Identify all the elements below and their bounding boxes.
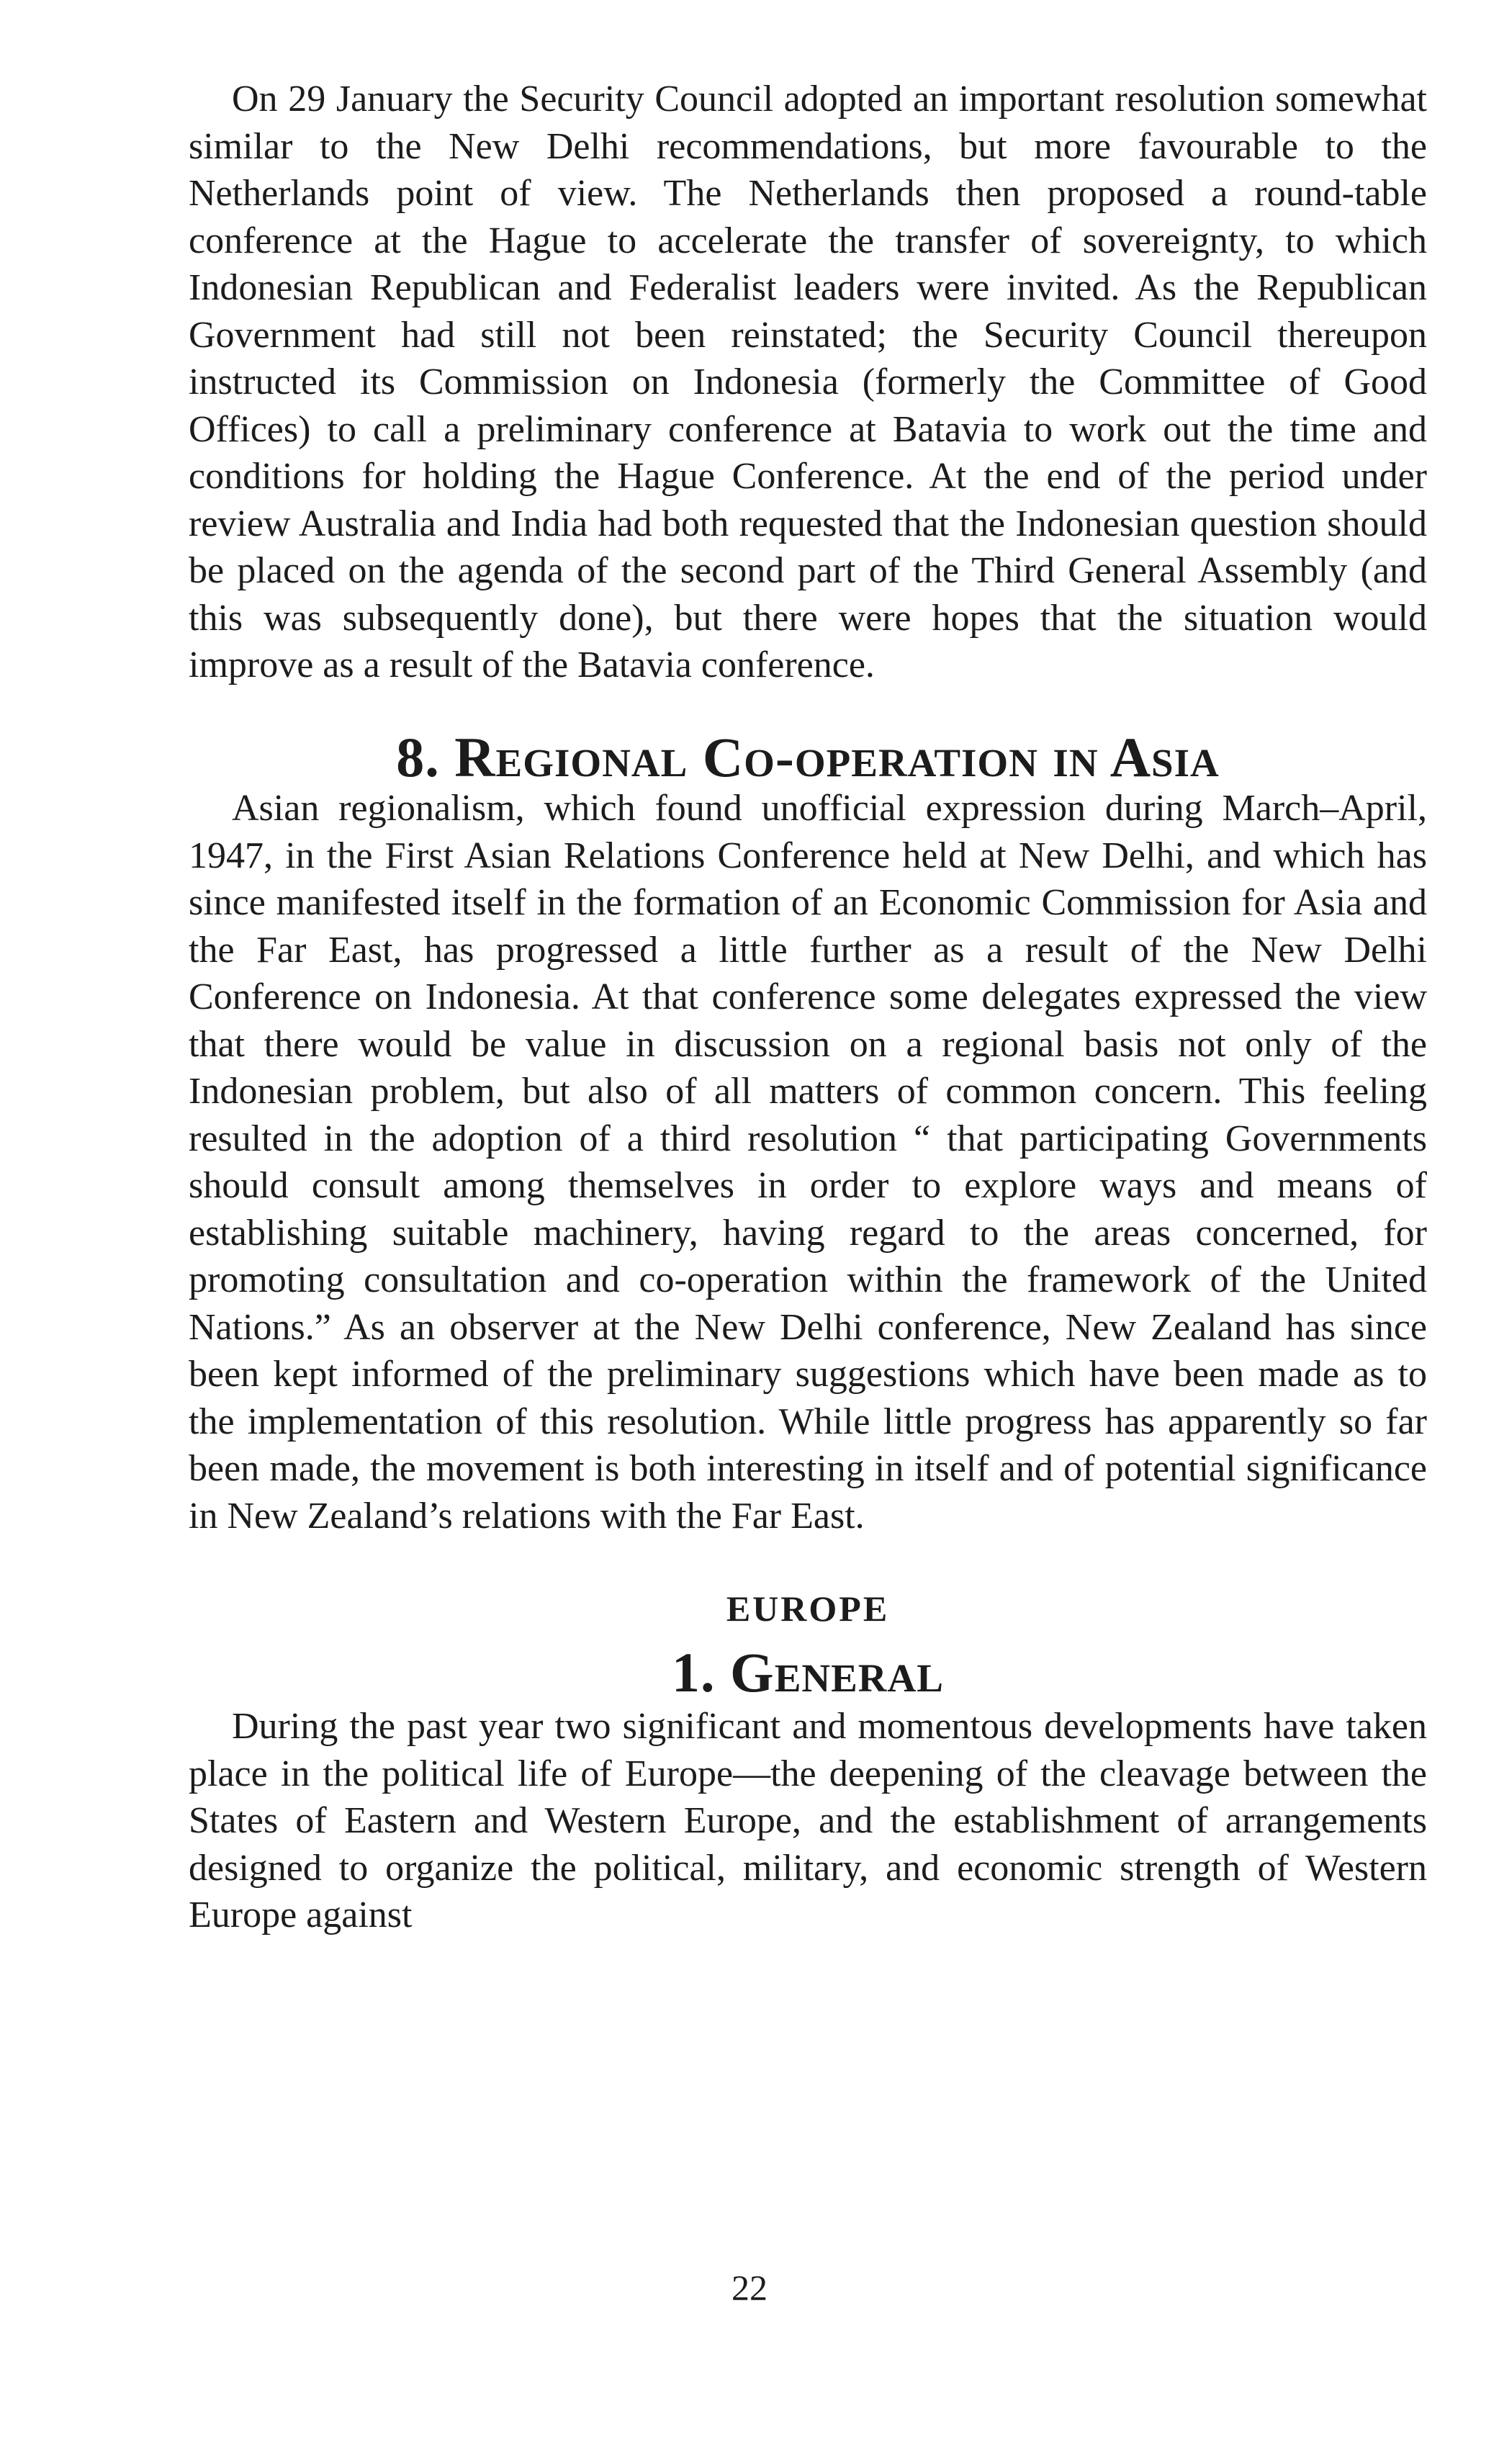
document-page	[189, 76, 1427, 1939]
section-heading-regional-cooperation: 8. Regional Co-operation in Asia	[396, 725, 1220, 788]
paragraph-europe-general: During the past year two significant and momentous developments have taken place in the political life of Europe—the deepening of the cleavage between the States of Eastern and Western Europe, and the establishment of arrangements designed to organize the political, military, and economic strength of Western Europe against	[189, 1706, 1427, 1935]
section-heading-general: 1. General	[672, 1640, 944, 1704]
page-number: 22	[732, 2267, 767, 2308]
paragraph-asian-regionalism: Asian regionalism, which found unofficial expression during March–April, 1947, in the First Asian Relations Conference held at New Delhi, and which has since manifested itself in the formation of an Economic Commission for Asia and the Far East, has progressed a little further as a result of the New Delhi Conference on Indonesia. At that conference some delegates expressed the view that there would be value in discussion on a regional basis not only of the Indonesian problem, but also of all matters of common concern. This feeling resulted in the adoption of a third resolution “ that participating Governments should consult among themselves in order to explore ways and means of establishing suitable machinery, having regard to the areas concerned, for promoting consultation and co-operation within the framework of the United Nations.” As an observer at the New Delhi conference, New Zealand has since been kept informed of the preliminary suggestions which have been made as to the implementation of this resolution. While little progress has apparently so far been made, the movement is both interesting in itself and of potential significance in New Zealand’s relations with the Far East.	[189, 788, 1427, 1537]
paragraph-indonesia-resolution: On 29 January the Security Council adopted an important resolution somewhat similar to the New Delhi recommendations, but more favourable to the Netherlands point of view. The Netherlands then proposed a round-table conference at the Hague to accelerate the transfer of sovereignty, to which Indonesian Republican and Federalist leaders were invited. As the Republican Government had still not been reinstated; the Security Council thereupon instructed its Commission on Indonesia (formerly the Committee of Good Offices) to call a preliminary conference at Batavia to work out the time and conditions for holding the Hague Conference. At the end of the period under review Australia and India had both requested that the Indonesian question should be placed on the agenda of the second part of the Third General Assembly (and this was subsequently done), but there were hopes that the situation would improve as a result of the Batavia conference.	[189, 78, 1427, 685]
chapter-heading-europe: EUROPE	[726, 1588, 890, 1629]
